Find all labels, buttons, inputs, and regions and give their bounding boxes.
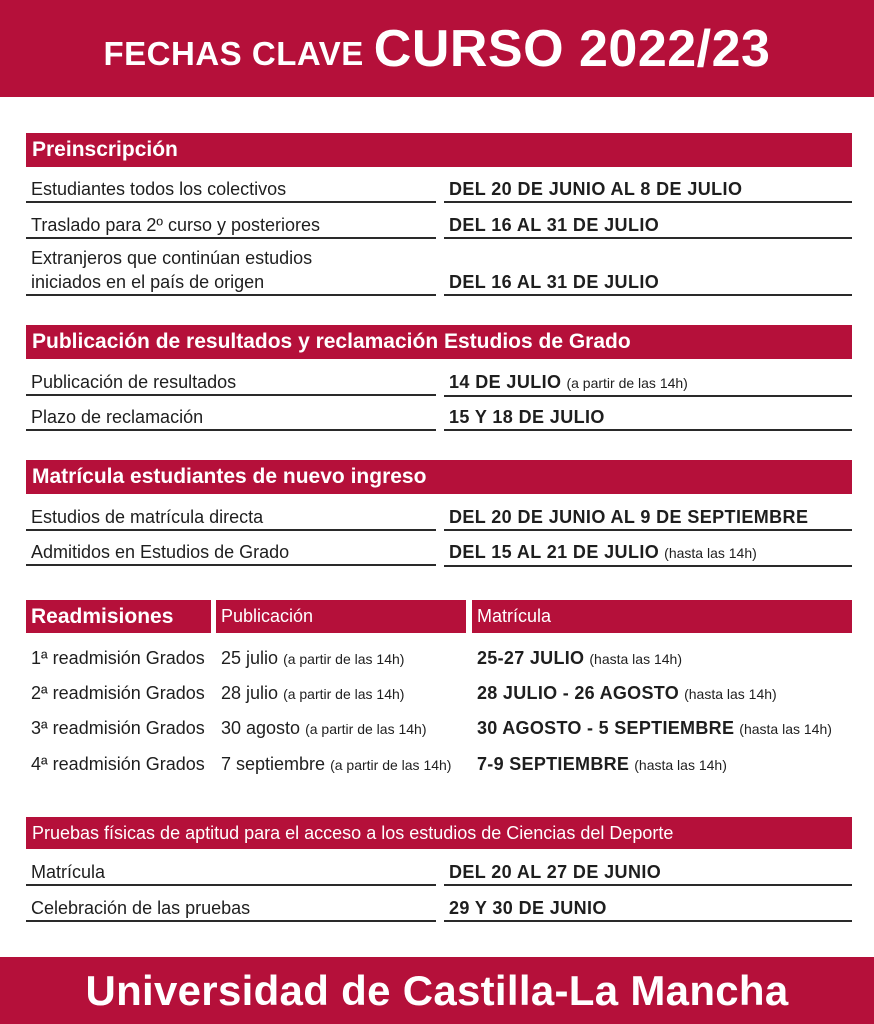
- publicacion-note: (a partir de las 14h): [283, 686, 405, 702]
- row-label-line: iniciados en el país de origen: [31, 272, 265, 292]
- readmision-matricula: [477, 752, 727, 777]
- row-label: Plazo de reclamación: [26, 405, 436, 431]
- readmision-label: 3ª readmisión Grados: [31, 718, 205, 738]
- row-date: [444, 405, 852, 431]
- readmision-publicacion: [221, 752, 451, 777]
- date-value: 15 Y 18 DE JULIO: [449, 407, 605, 427]
- row-date: [444, 896, 852, 922]
- matricula-note: (hasta las 14h): [634, 757, 727, 773]
- publicacion-header: Publicación: [216, 600, 466, 633]
- matricula-note: (hasta las 14h): [589, 651, 682, 667]
- row-date: [444, 505, 852, 531]
- date-note: (a partir de las 14h): [566, 375, 688, 391]
- readmision-label: 2ª readmisión Grados: [31, 683, 205, 703]
- section-title-pruebas: Pruebas físicas de aptitud para el acceso a los estudios de Ciencias del Deporte: [26, 817, 852, 849]
- date-note: (hasta las 14h): [664, 545, 757, 561]
- row-label-multiline: [26, 246, 436, 296]
- row-label: Celebración de las pruebas: [26, 896, 436, 922]
- publicacion-note: (a partir de las 14h): [305, 721, 427, 737]
- date-value: DEL 16 AL 31 DE JULIO: [449, 272, 660, 292]
- publicacion-date: 28 julio: [221, 683, 279, 703]
- readmision-label: 4ª readmisión Grados: [31, 754, 205, 774]
- matricula-header: Matrícula: [472, 600, 852, 633]
- row-label: Estudiantes todos los colectivos: [26, 177, 436, 203]
- readmision-label: 1ª readmisión Grados: [31, 648, 205, 668]
- date-value: 14 DE JULIO: [449, 372, 562, 392]
- readmision-publicacion: [221, 681, 404, 706]
- date-value: 29 Y 30 DE JUNIO: [449, 898, 607, 918]
- footer-banner: [0, 957, 874, 1024]
- row-label: Traslado para 2º curso y posteriores: [26, 213, 436, 239]
- readmision-matricula: [477, 716, 832, 741]
- readmisiones-header: Readmisiones: [26, 600, 211, 633]
- publicacion-date: 7 septiembre: [221, 754, 326, 774]
- date-value: DEL 16 AL 31 DE JULIO: [449, 215, 660, 235]
- row-label: Matrícula: [26, 860, 436, 886]
- row-date: [444, 270, 852, 296]
- footer-text: Universidad de Castilla-La Mancha: [85, 966, 789, 1014]
- row-label: Publicación de resultados: [26, 370, 436, 396]
- readmision-publicacion: [221, 646, 404, 671]
- row-date: [444, 370, 852, 397]
- row-date: [444, 860, 852, 886]
- date-value: DEL 20 AL 27 DE JUNIO: [449, 862, 662, 882]
- publicacion-note: (a partir de las 14h): [283, 651, 405, 667]
- row-label-line: Extranjeros que continúan estudios: [31, 248, 313, 268]
- readmision-matricula: [477, 681, 777, 706]
- matricula-date: 7-9 SEPTIEMBRE: [477, 754, 630, 774]
- header-title-big: CURSO 2022/23: [373, 19, 771, 78]
- row-label: Estudios de matrícula directa: [26, 505, 436, 531]
- date-value: DEL 20 DE JUNIO AL 8 DE JULIO: [449, 179, 743, 199]
- date-value: DEL 20 DE JUNIO AL 9 DE SEPTIEMBRE: [449, 507, 809, 527]
- matricula-date: 25-27 JULIO: [477, 648, 585, 668]
- section-title-publicacion: Publicación de resultados y reclamación Estudios de Grado: [26, 325, 852, 359]
- header-banner: [0, 0, 874, 97]
- row-date: [444, 540, 852, 567]
- readmision-publicacion: [221, 716, 427, 741]
- matricula-date: 30 AGOSTO - 5 SEPTIEMBRE: [477, 718, 735, 738]
- section-title-matricula: Matrícula estudiantes de nuevo ingreso: [26, 460, 852, 494]
- publicacion-date: 30 agosto: [221, 718, 301, 738]
- matricula-date: 28 JULIO - 26 AGOSTO: [477, 683, 680, 703]
- matricula-note: (hasta las 14h): [684, 686, 777, 702]
- publicacion-note: (a partir de las 14h): [330, 757, 452, 773]
- publicacion-date: 25 julio: [221, 648, 279, 668]
- matricula-note: (hasta las 14h): [739, 721, 832, 737]
- section-title-preinscripcion: Preinscripción: [26, 133, 852, 167]
- row-date: [444, 213, 852, 239]
- date-value: DEL 15 AL 21 DE JULIO: [449, 542, 660, 562]
- row-label: Admitidos en Estudios de Grado: [26, 540, 436, 566]
- readmision-matricula: [477, 646, 682, 671]
- header-title-small: FECHAS CLAVE: [103, 34, 364, 72]
- row-date: [444, 177, 852, 203]
